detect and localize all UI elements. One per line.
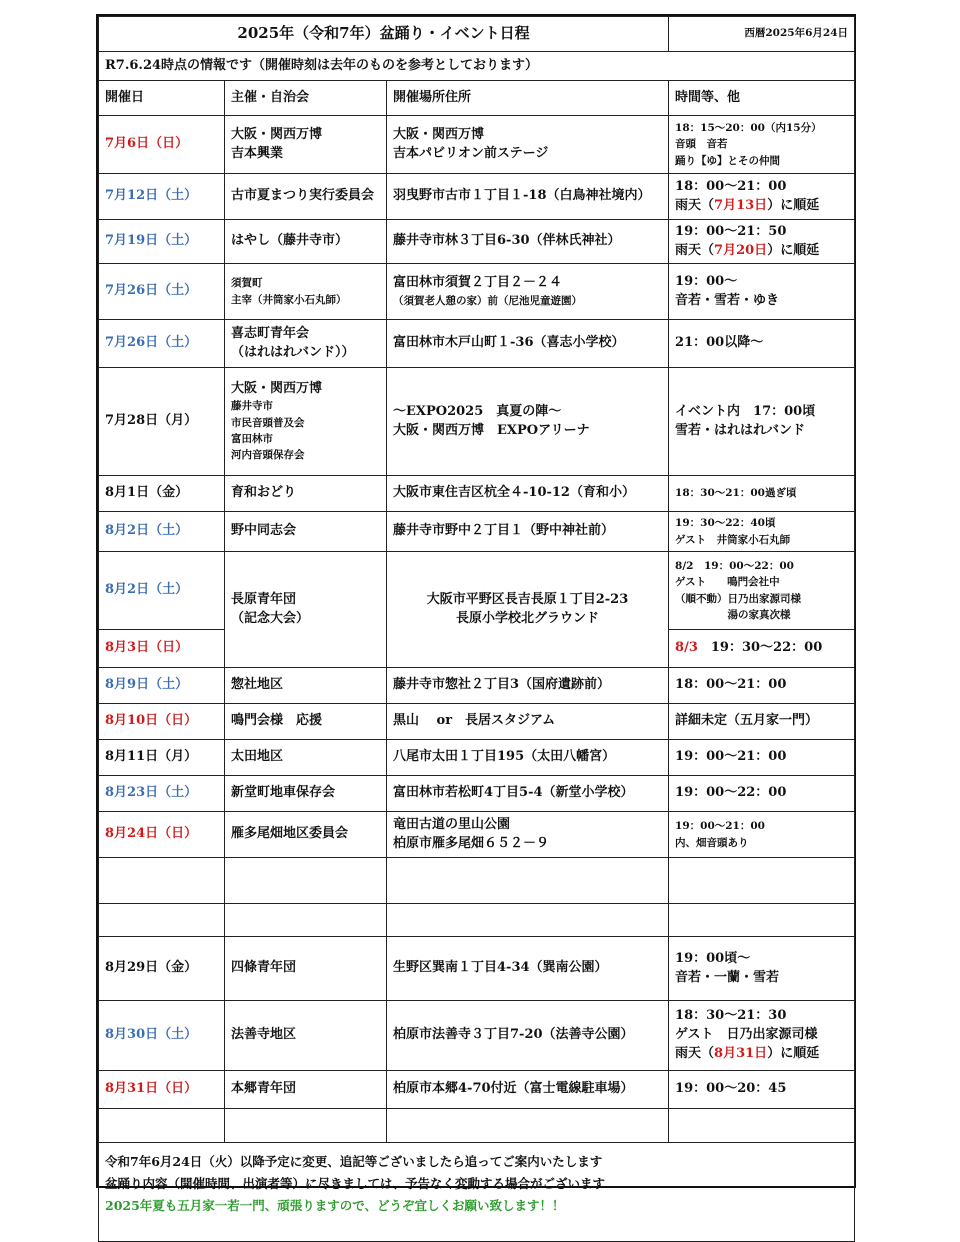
table-row	[99, 320, 855, 368]
event-time	[669, 1001, 855, 1071]
cell-line: 雁多尾畑地区委員会	[231, 826, 349, 842]
rain-postpone	[675, 242, 848, 261]
blank-cell	[99, 858, 225, 904]
cell-line: 生野区巽南１丁目4-34（巽南公園）	[393, 960, 608, 976]
cell-line: 富田林市	[231, 432, 273, 445]
cell-line: 大阪市東住吉区杭全４-10-12（育和小）	[393, 485, 635, 501]
event-time	[669, 740, 855, 776]
cell-line: 19：00～	[675, 273, 738, 289]
event-organizer	[225, 937, 387, 1001]
cell-line: 長原青年団	[231, 591, 297, 607]
cell-line: 古市夏まつり実行委員会	[231, 188, 375, 204]
cell-line: イベント内 17：00頃	[675, 403, 816, 419]
event-venue	[387, 937, 669, 1001]
rain-suffix: ）に順延	[767, 1045, 820, 1061]
updated-date: 西暦2025年6月24日	[669, 17, 855, 52]
event-organizer	[225, 264, 387, 320]
table-row	[99, 116, 855, 174]
page-title: 2025年（令和7年）盆踊り・イベント日程	[99, 17, 669, 52]
table-row	[99, 668, 855, 704]
event-venue	[387, 220, 669, 264]
event-organizer	[225, 1071, 387, 1109]
table-row	[99, 476, 855, 512]
cell-line: 喜志町青年会	[231, 325, 310, 341]
blank-cell	[99, 1109, 225, 1143]
cell-line: 藤井寺市惣社２丁目3（国府遺跡前）	[393, 677, 611, 693]
rain-date: 7月13日	[714, 197, 768, 213]
event-organizer	[225, 220, 387, 264]
cell-line: 18：30～21：00過ぎ頃	[675, 487, 797, 500]
event-venue	[387, 476, 669, 512]
event-organizer	[225, 668, 387, 704]
event-time	[669, 116, 855, 174]
event-venue	[387, 174, 669, 220]
cell-line: 音若・雪若・ゆき	[675, 292, 780, 308]
event-organizer	[225, 740, 387, 776]
table-row	[99, 740, 855, 776]
event-date: 8月30日（土）	[99, 1001, 225, 1071]
table-row	[99, 812, 855, 858]
cell-line: 19：00～22：00	[675, 785, 787, 801]
time-range: 19：30～22：00	[697, 640, 823, 656]
cell-line: （はれはれバンド））	[231, 344, 355, 360]
event-time	[669, 630, 855, 668]
cell-line: ゲスト 鳴門会社中	[675, 576, 780, 589]
cell-line: 18：00～21：00	[675, 178, 787, 194]
cell-line: 市民音頭普及会	[231, 416, 305, 429]
cell-line: 富田林市木戸山町１-36（喜志小学校）	[393, 335, 625, 351]
event-time	[669, 476, 855, 512]
rain-date: 8月31日	[714, 1045, 768, 1061]
cell-line: 羽曳野市古市１丁目１-18（白鳥神社境内）	[393, 188, 651, 204]
cell-line: 19：00～21：50	[675, 223, 787, 239]
rain-postpone	[675, 197, 848, 216]
rain-suffix: ）に順延	[767, 242, 820, 258]
event-venue	[387, 776, 669, 812]
blank-row	[99, 858, 855, 904]
event-venue	[387, 116, 669, 174]
event-time	[669, 220, 855, 264]
rain-postpone	[675, 1045, 848, 1064]
table-row	[99, 552, 855, 630]
cell-line: 21：00以降～	[675, 335, 764, 351]
cell-line: 吉本パビリオン前ステージ	[393, 145, 549, 161]
cell-line: 四條青年団	[231, 960, 297, 976]
cell-line: 須賀町	[231, 277, 263, 290]
cell-line: 育和おどり	[231, 485, 297, 501]
blank-cell	[225, 1109, 387, 1143]
event-time	[669, 174, 855, 220]
cell-line: 音頭 音若	[675, 138, 728, 151]
event-time	[669, 704, 855, 740]
event-date: 7月26日（土）	[99, 264, 225, 320]
event-time	[669, 368, 855, 476]
cell-line: 音若・一蘭・雪若	[675, 969, 780, 985]
column-header-date: 開催日	[99, 81, 225, 116]
event-date: 8月3日（日）	[99, 630, 225, 668]
event-date: 7月12日（土）	[99, 174, 225, 220]
schedule-sheet	[96, 14, 856, 1213]
table-row	[99, 1001, 855, 1071]
rain-prefix: 雨天（	[675, 242, 715, 258]
event-time	[669, 1071, 855, 1109]
cell-line: 主宰（井筒家小石丸師）	[231, 293, 347, 306]
cell-line: 大阪・関西万博	[393, 126, 485, 142]
blank-cell	[225, 858, 387, 904]
footer-line3: 2025年夏も五月家一若一門、頑張りますので、どうぞ宜しくお願い致します！！	[105, 1197, 565, 1213]
table-row	[99, 1071, 855, 1109]
cell-line: 内、畑音頭あり	[675, 836, 749, 849]
event-time	[669, 668, 855, 704]
event-date: 8月24日（日）	[99, 812, 225, 858]
cell-line: 法善寺地区	[231, 1027, 297, 1043]
cell-line: 8/2 19：00～22：00	[675, 559, 794, 572]
column-header-venue: 開催場所住所	[387, 81, 669, 116]
event-date: 8月10日（日）	[99, 704, 225, 740]
event-time	[669, 812, 855, 858]
rain-prefix: 雨天（	[675, 1045, 715, 1061]
blank-cell	[99, 904, 225, 937]
footer-line2: 盆踊り内容（開催時間、出演者等）に尽きましては、予告なく変動する場合がございます	[105, 1175, 606, 1191]
table-row	[99, 264, 855, 320]
event-organizer	[225, 116, 387, 174]
event-organizer	[225, 1001, 387, 1071]
table-row	[99, 512, 855, 552]
table-row	[99, 174, 855, 220]
footer-row	[99, 1143, 855, 1242]
cell-line: 柏原市本郷4-70付近（富士電線駐車場）	[393, 1081, 634, 1097]
cell-line: 惣社地区	[231, 677, 284, 693]
cell-line: 野中同志会	[231, 523, 297, 539]
event-date: 7月19日（土）	[99, 220, 225, 264]
cell-line: 19：00～20：45	[675, 1081, 787, 1097]
event-organizer	[225, 704, 387, 740]
column-header-organizer: 主催・自治会	[225, 81, 387, 116]
event-organizer	[225, 320, 387, 368]
column-header-time: 時間等、他	[669, 81, 855, 116]
table-row	[99, 368, 855, 476]
cell-line: 藤井寺市野中２丁目１（野中神社前）	[393, 523, 615, 539]
blank-cell	[669, 858, 855, 904]
event-organizer	[225, 552, 387, 668]
event-date: 7月26日（土）	[99, 320, 225, 368]
cell-line: 大阪・関西万博	[231, 380, 323, 396]
cell-line: （記念大会）	[231, 610, 310, 626]
cell-line: 富田林市須賀２丁目２－２４	[393, 274, 563, 290]
event-date: 8月31日（日）	[99, 1071, 225, 1109]
event-time	[669, 776, 855, 812]
event-venue	[387, 812, 669, 858]
event-venue	[387, 368, 669, 476]
cell-line: 19：30～22：40頃	[675, 517, 776, 530]
event-date: 8月2日（土）	[99, 512, 225, 552]
rain-date: 7月20日	[714, 242, 768, 258]
event-venue	[387, 320, 669, 368]
cell-line: 18：15～20：00（内15分）	[675, 122, 822, 135]
cell-line: 18：00～21：00	[675, 677, 787, 693]
cell-line: 雪若・はれはれバンド	[675, 422, 806, 438]
cell-line: 柏原市法善寺３丁目7-20（法善寺公園）	[393, 1027, 634, 1043]
cell-line: 大阪市平野区長吉長原１丁目2-23	[426, 591, 629, 607]
cell-line: 大阪・関西万博	[231, 126, 323, 142]
event-organizer	[225, 174, 387, 220]
cell-line: 踊り【ゆ】とその仲間	[675, 154, 781, 167]
table-row	[99, 220, 855, 264]
schedule-table	[98, 16, 855, 1242]
blank-cell	[387, 904, 669, 937]
cell-line: （須賀老人憩の家）前（尼池児童遊園）	[393, 294, 582, 307]
event-venue	[387, 552, 669, 668]
cell-line: （順不動）日乃出家源司様	[675, 592, 802, 605]
cell-line: はやし（藤井寺市）	[231, 233, 349, 249]
cell-line: 19：00～21：00	[675, 749, 787, 765]
event-date: 8月1日（金）	[99, 476, 225, 512]
cell-line: 新堂町地車保存会	[231, 785, 336, 801]
rain-suffix: ）に順延	[767, 197, 820, 213]
event-time	[669, 937, 855, 1001]
table-row	[99, 704, 855, 740]
event-venue	[387, 264, 669, 320]
cell-line: 本郷青年団	[231, 1081, 297, 1097]
cell-line: 富田林市若松町4丁目5-4（新堂小学校）	[393, 785, 634, 801]
event-date: 7月6日（日）	[99, 116, 225, 174]
table-row	[99, 776, 855, 812]
cell-line: 19：00～21：00	[675, 820, 765, 833]
cell-line: ゲスト 井筒家小石丸師	[675, 533, 791, 546]
blank-row	[99, 904, 855, 937]
event-organizer	[225, 476, 387, 512]
blank-cell	[225, 904, 387, 937]
event-date: 8月9日（土）	[99, 668, 225, 704]
event-venue	[387, 704, 669, 740]
table-row	[99, 937, 855, 1001]
event-organizer	[225, 368, 387, 476]
event-organizer	[225, 776, 387, 812]
blank-cell	[387, 1109, 669, 1143]
footer-line1: 令和7年6月24日（火）以降予定に変更、追記等ございましたら追ってご案内いたします	[105, 1154, 603, 1169]
event-venue	[387, 740, 669, 776]
event-time	[669, 552, 855, 630]
blank-cell	[387, 858, 669, 904]
cell-line: 詳細未定（五月家一門）	[675, 713, 819, 729]
event-venue	[387, 1001, 669, 1071]
cell-line: 湯の家真次様	[675, 608, 791, 621]
cell-line: 太田地区	[231, 749, 284, 765]
event-time	[669, 320, 855, 368]
cell-line: 吉本興業	[231, 145, 284, 161]
cell-line: 河内音頭保存会	[231, 449, 305, 462]
cell-line: ゲスト 日乃出家源司様	[675, 1027, 818, 1043]
blank-cell	[669, 904, 855, 937]
event-venue	[387, 1071, 669, 1109]
cell-line: 長原小学校北グラウンド	[456, 610, 600, 626]
blank-row	[99, 1109, 855, 1143]
event-time	[669, 264, 855, 320]
blank-cell	[669, 1109, 855, 1143]
event-organizer	[225, 812, 387, 858]
event-date: 7月28日（月）	[99, 368, 225, 476]
cell-line: 黒山 or 長居スタジアム	[393, 713, 556, 729]
event-date: 8月11日（月）	[99, 740, 225, 776]
cell-line: 大阪・関西万博 EXPOアリーナ	[393, 422, 590, 438]
cell-line: 竜田古道の里山公園	[393, 816, 511, 832]
event-date: 8月2日（土）	[99, 552, 225, 630]
cell-line: 柏原市雁多尾畑６５２－９	[393, 835, 550, 851]
cell-line: ～EXPO2025 真夏の陣～	[393, 403, 562, 419]
rain-prefix: 雨天（	[675, 197, 715, 213]
event-venue	[387, 668, 669, 704]
time-date: 8/3	[675, 640, 698, 656]
event-date: 8月29日（金）	[99, 937, 225, 1001]
cell-line: 八尾市太田１丁目195（太田八幡宮）	[393, 749, 616, 765]
event-venue	[387, 512, 669, 552]
footer-notes	[99, 1143, 855, 1242]
cell-line: 18：30～21：30	[675, 1008, 787, 1024]
cell-line: 19：00頃～	[675, 950, 751, 966]
info-note: R7.6.24時点の情報です（開催時刻は去年のものを参考としております）	[99, 52, 855, 81]
event-organizer	[225, 512, 387, 552]
cell-line: 鳴門会様 応援	[231, 713, 323, 729]
cell-line: 藤井寺市林３丁目6-30（伴林氏神社）	[393, 233, 621, 249]
cell-line: 藤井寺市	[231, 400, 273, 413]
event-time	[669, 512, 855, 552]
event-date: 8月23日（土）	[99, 776, 225, 812]
